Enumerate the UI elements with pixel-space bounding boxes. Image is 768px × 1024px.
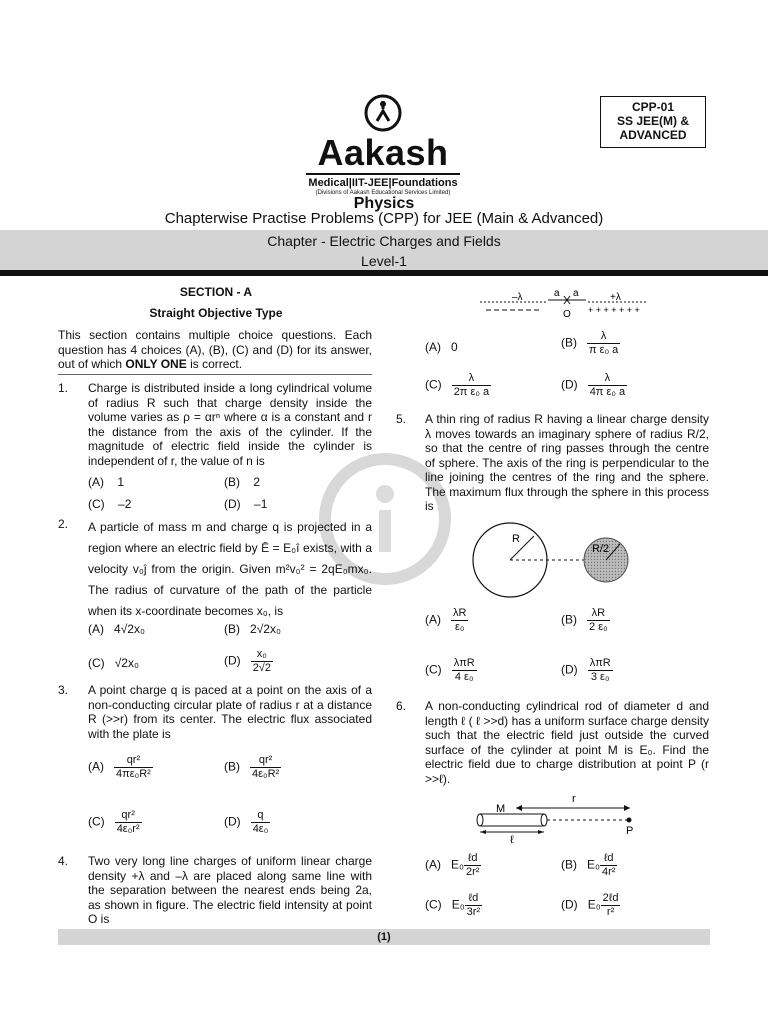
q4-option-c: (C) $\frac{\lambda}{\text{2π ε₀ a}}$: [425, 372, 490, 398]
q5-option-c: (C) $\frac{\text{λπR}}{\text{4 ε₀}}$: [425, 657, 475, 683]
q1-option-a: (A) 1: [88, 475, 125, 489]
q6-fig-r-label: r: [572, 793, 576, 805]
q5-fig-r-label: R: [512, 533, 520, 545]
q5-option-b: (B) $\frac{\lambda R}{\text{2 ε₀}}$: [561, 607, 608, 633]
q3-option-d: (D) $\frac{q}{\text{4ε₀}}$: [224, 809, 269, 835]
q4-fig-minus-label: –λ: [512, 292, 523, 303]
q2-text: A particle of mass m and charge q is projected in a region where an electric field by Ē = E₀î exists, with a velocity v₀ĵ from the origin. Given m²v₀² = 2qE₀mx₀. The radius of curvature of the path of the particle when its x-coordinate becomes x₀, is: [88, 520, 372, 618]
brand-underline: [306, 173, 460, 175]
q3-option-a: (A) $\frac{\text{qr²}}{\text{4πε₀R²}}$: [88, 754, 151, 780]
q5-option-d: (D) $\frac{\text{λπR}}{\text{3 ε₀}}$: [561, 657, 611, 683]
chapter-title: Chapter - Electric Charges and Fields: [267, 233, 501, 249]
paper-code-line1: CPP-01: [631, 100, 675, 114]
level-title: Level-1: [361, 253, 407, 269]
q5-text: A thin ring of radius R having a linear charge density λ moves towards an imaginary sphere of radius R/2, so that the centre of ring passes through the centre of sphere. The axis of the ring is perpendicular to the line joining the centres of the ring and the sphere. The maximum flux through the sphere in this process is: [425, 412, 709, 513]
aakash-logo: [300, 93, 466, 196]
q1-option-d: (D) –1: [224, 497, 268, 511]
q5-option-a: (A) $\frac{\lambda R}{\text{ε₀}}$: [425, 607, 467, 633]
q6-number: 6.: [396, 699, 407, 713]
q1-text: Charge is distributed inside a long cylindrical volume of radius R such that charge density inside the volume varies as ρ = αrⁿ where α is a constant and r the distance from the axis of the cylinder. If the magnitude of electric field inside the cylinder is independent of r, the value of n is: [88, 381, 372, 468]
paper-code-line3: ADVANCED: [619, 128, 687, 142]
section-subtitle: Straight Objective Type: [149, 306, 283, 320]
section-instructions: [58, 328, 372, 372]
q6-option-c: (C) E₀ $\frac{\text{ℓd}}{\text{3r²}}$: [425, 892, 481, 918]
q4-fig-a2-label: a: [573, 288, 579, 299]
q6-option-a: (A) E₀ $\frac{\text{ℓd}}{\text{2r²}}$: [425, 852, 480, 878]
q3-option-c: (C) $\frac{\text{qr²}}{\text{4ε₀r²}}$: [88, 809, 140, 835]
header-divider: [0, 270, 768, 276]
q5-number: 5.: [396, 412, 407, 426]
q6-text: A non-conducting cylindrical rod of diameter d and length ℓ ( ℓ >>d) has a uniform surface charge density such that the electric field just outside the curved surface of the cylinder at point M is E₀. Find the electric field due to charge distribution at point P (r >>ℓ).: [425, 699, 709, 786]
q4-text: Two very long line charges of uniform linear charge density +λ and –λ are placed along same line with the separation between the nearest ends being 2a, as shown in figure. The electric field intensity at point O is: [88, 854, 372, 926]
q4-number: 4.: [58, 854, 69, 868]
q2-number: 2.: [58, 517, 69, 531]
section-title: SECTION - A: [179, 285, 253, 299]
q6-figure: [468, 788, 648, 844]
brand-name: Aakash: [317, 132, 449, 173]
paper-code-box: [600, 96, 706, 148]
q2-option-c: (C) √2x₀: [88, 656, 139, 670]
page-number: (1): [377, 931, 391, 943]
q6-fig-p-label: P: [626, 825, 634, 837]
q4-fig-o-label: O: [563, 309, 571, 320]
instructions-text-a: This section contains multiple choice questions. Each question has 4 choices (A), (B), (C) and (D) for its answer, out of which: [58, 328, 372, 371]
instructions-divider: [58, 374, 372, 375]
q6-option-d: (D) E₀ $\frac{\text{2ℓd}}{\text{r²}}$: [561, 892, 619, 918]
q4-fig-plus-label: +λ: [610, 292, 621, 303]
brand-subtagline: (Divisions of Aakash Educational Services Limited): [315, 190, 451, 196]
q2-option-a: (A) 4√2x₀: [88, 622, 145, 636]
q4-figure: [470, 288, 650, 320]
q4-fig-a1-label: a: [554, 288, 560, 299]
svg-text:+ + + + + + +: + + + + + + +: [588, 305, 640, 315]
q1-option-c: (C) –2: [88, 497, 132, 511]
q5-figure: [470, 522, 640, 602]
q3-option-b: (B) $\frac{\text{qr²}}{\text{4ε₀R²}}$: [224, 754, 280, 780]
q3-number: 3.: [58, 683, 69, 697]
q2-option-b: (B) 2√2x₀: [224, 622, 281, 636]
q4-option-b: (B) $\frac{\lambda}{\text{π ε₀ a}}$: [561, 330, 619, 356]
instructions-bold: ONLY ONE: [125, 357, 187, 371]
q2-option-d: (D) $\frac{\text{x₀}}{2√2}$: [224, 648, 271, 674]
aakash-emblem-icon: [363, 93, 403, 133]
subject-title: Physics: [353, 195, 415, 212]
cpp-title: Chapterwise Practise Problems (CPP) for JEE (Main & Advanced): [164, 210, 604, 227]
q1-number: 1.: [58, 381, 69, 395]
brand-tagline: Medical|IIT-JEE|Foundations: [308, 177, 458, 189]
paper-code-line2: SS JEE(M) &: [616, 114, 689, 128]
q3-text: A point charge q is paced at a point on the axis of a non-conducting circular plate of radius r at a distance R (>>r) from its center. The electric flux associated with the plate is: [88, 683, 372, 741]
instructions-text-b: is correct.: [186, 357, 243, 371]
q1-option-b: (B) 2: [224, 475, 261, 489]
q4-option-d: (D) $\frac{\lambda}{\text{4π ε₀ a}}$: [561, 372, 626, 398]
q6-fig-l-label: ℓ: [510, 834, 514, 844]
q6-option-b: (B) E₀ $\frac{\text{ℓd}}{\text{4r²}}$: [561, 852, 616, 878]
q5-fig-r2-label: R/2: [592, 543, 610, 555]
q4-option-a: (A) 0: [425, 340, 458, 354]
q6-fig-m-label: M: [496, 803, 506, 815]
